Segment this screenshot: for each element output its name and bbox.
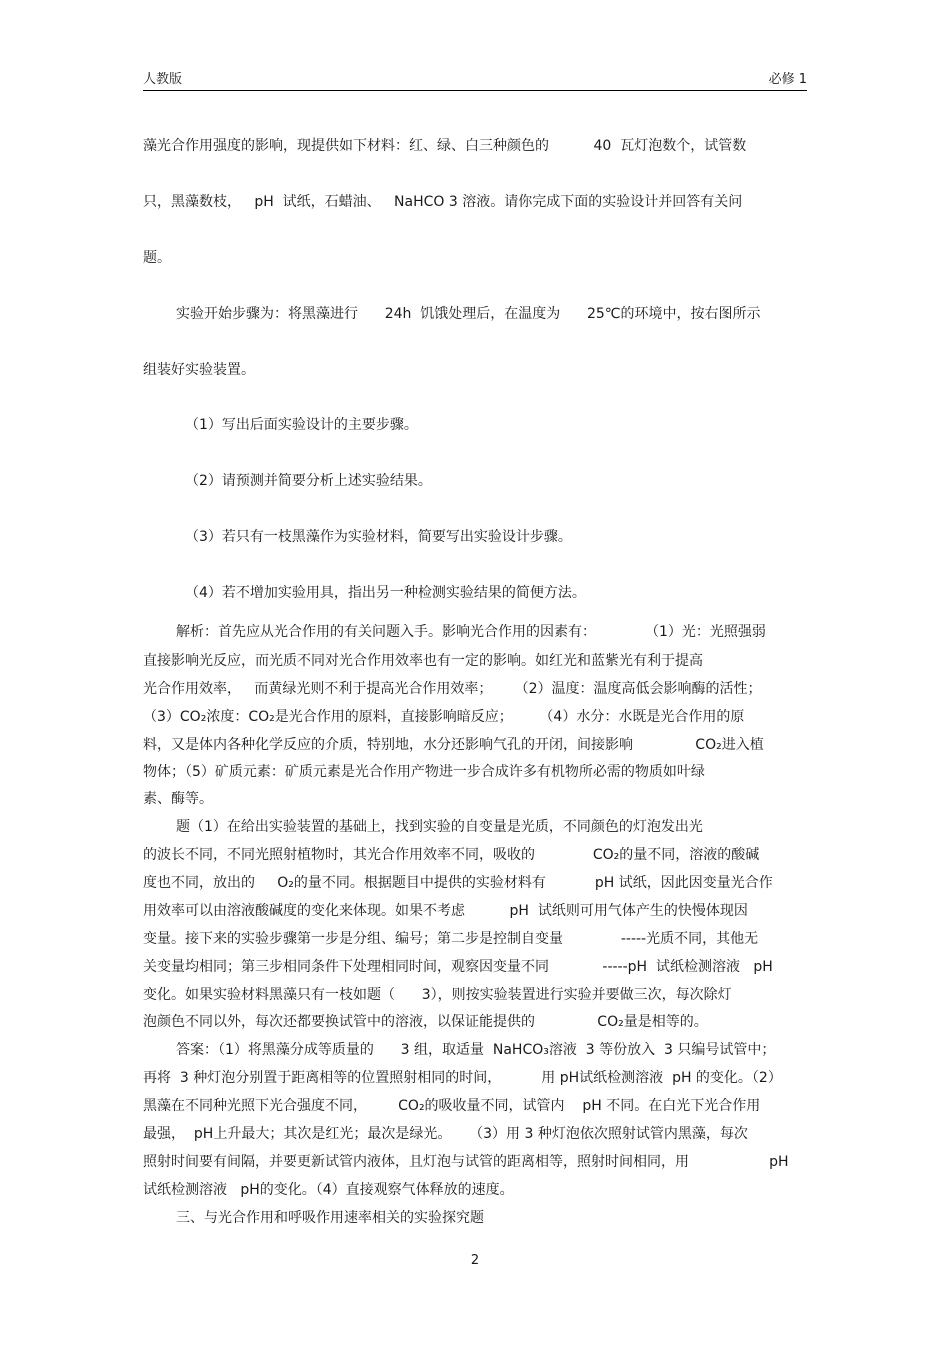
answer-line: 照射时间要有间隔，并要更新试管内液体，且灯泡与试管的距离相等，照射时间相同，用 pH (143, 1154, 789, 1170)
answer-line: 答案：（1）将黑藻分成等质量的 3 组，取适量 NaHCO₃溶液 3 等份放入 3 只编号试管中； (176, 1042, 776, 1058)
analysis-line: 变化。如果实验材料黑藻只有一枝如题（ 3），则按实验装置进行实验并要做三次，每次除灯 (143, 987, 732, 1003)
analysis-line: 泡颜色不同以外，每次还都要换试管中的溶液，以保证能提供的 CO₂量是相等的。 (143, 1014, 708, 1030)
analysis-line: 用效率可以由溶液酸碱度的变化来体现。如果不考虑 pH 试纸则可用气体产生的快慢体现因 (143, 903, 748, 919)
question-2: （2）请预测并简要分析上述实验结果。 (185, 473, 432, 489)
analysis-line: 关变量均相同；第三步相同条件下处理相同时间，观察因变量不同 -----pH 试纸检测溶液 pH (143, 959, 773, 975)
problem-line: 组装好实验装置。 (143, 362, 255, 378)
problem-line: 只，黑藻数枝， pH 试纸，石蜡油、 NaHCO 3 溶液。请你完成下面的实验设计并回答有关问 (143, 194, 743, 210)
answer-line: 试纸检测溶液 pH的变化。（4）直接观察气体释放的速度。 (143, 1182, 514, 1198)
analysis-line: 解析：首先应从光合作用的有关问题入手。影响光合作用的因素有： （1）光：光照强弱 (176, 624, 766, 640)
analysis-line: 素、酶等。 (143, 791, 213, 807)
problem-line: 题。 (143, 250, 171, 266)
analysis-line: 的波长不同，不同光照射植物时，其光合作用效率不同，吸收的 CO₂的量不同，溶液的酸碱 (143, 847, 760, 863)
header-rule (143, 90, 807, 91)
analysis-line: 变量。接下来的实验步骤第一步是分组、编号；第二步是控制自变量 -----光质不同，其他无 (143, 931, 759, 947)
analysis-line: 度也不同，放出的 O₂的量不同。根据题目中提供的实验材料有 pH 试纸，因此因变量光合作 (143, 875, 773, 891)
header-edition: 人教版 (143, 72, 183, 87)
analysis-line: 题（1）在给出实验装置的基础上，找到实验的自变量是光质，不同颜色的灯泡发出光 (176, 819, 703, 835)
analysis-line: （3）CO₂浓度：CO₂是光合作用的原料，直接影响暗反应； （4）水分：水既是光合作用的原 (143, 709, 745, 725)
analysis-line: 料，又是体内各种化学反应的介质，特别地，水分还影响气孔的开闭，间接影响 CO₂进入植 (143, 737, 764, 753)
answer-line: 再将 3 种灯泡分别置于距离相等的位置照射相同的时间， 用 pH试纸检测溶液 pH 的变化。（2） (143, 1070, 782, 1086)
question-3: （3）若只有一枝黑藻作为实验材料，简要写出实验设计步骤。 (185, 529, 572, 545)
answer-line: 最强， pH上升最大；其次是红光；最次是绿光。 （3）用 3 种灯泡依次照射试管内黑藻，每次 (143, 1126, 748, 1142)
question-4: （4）若不增加实验用具，指出另一种检测实验结果的简便方法。 (185, 585, 586, 601)
analysis-line: 物体；（5）矿质元素：矿质元素是光合作用产物进一步合成许多有机物所必需的物质如叶绿 (143, 764, 705, 780)
section-heading: 三、与光合作用和呼吸作用速率相关的实验探究题 (176, 1210, 484, 1226)
page-number: 2 (470, 1253, 480, 1268)
problem-line: 藻光合作用强度的影响，现提供如下材料：红、绿、白三种颜色的 40 瓦灯泡数个，试管数 (143, 138, 747, 154)
analysis-line: 直接影响光反应，而光质不同对光合作用效率也有一定的影响。如红光和蓝紫光有利于提高 (143, 653, 703, 669)
question-1: （1）写出后面实验设计的主要步骤。 (185, 417, 418, 433)
header-volume: 必修 1 (768, 72, 807, 87)
problem-line: 实验开始步骤为：将黑藻进行 24h 饥饿处理后，在温度为 25℃的环境中，按右图所示 (176, 306, 761, 322)
answer-line: 黑藻在不同种光照下光合强度不同， CO₂的吸收量不同，试管内 pH 不同。在白光下光合作用 (143, 1098, 761, 1114)
analysis-line: 光合作用效率， 而黄绿光则不利于提高光合作用效率； （2）温度：温度高低会影响酶的活性； (143, 681, 762, 697)
